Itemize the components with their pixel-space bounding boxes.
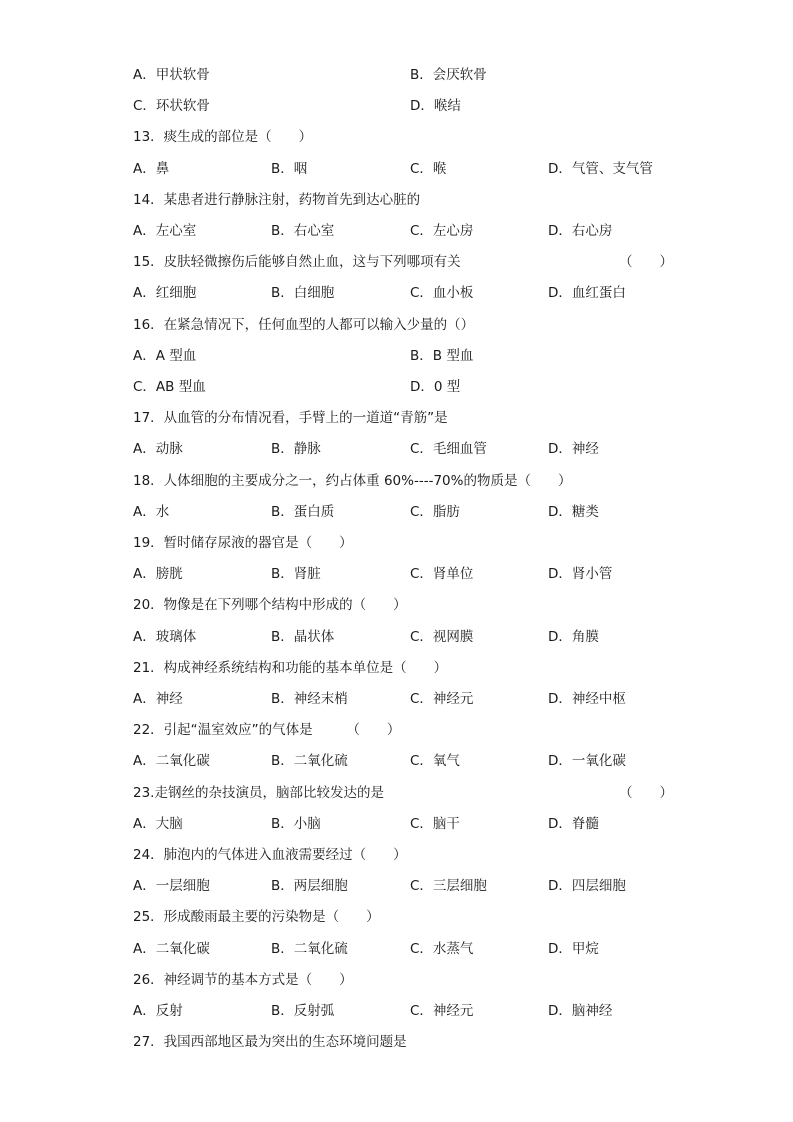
option-item: C．水蒸气 bbox=[410, 940, 474, 957]
option-item: D．甲烷 bbox=[548, 940, 599, 957]
options-row bbox=[0, 938, 793, 960]
question-row bbox=[0, 189, 793, 211]
option-item: D．四层细胞 bbox=[548, 878, 626, 895]
option-item: D．糖类 bbox=[548, 503, 599, 520]
option-item: C．神经元 bbox=[410, 1003, 474, 1019]
option-item: B．神经末梢 bbox=[271, 691, 348, 707]
question-text: 21．构成神经系统结构和功能的基本单位是（ ） bbox=[133, 659, 448, 676]
option-item: B．静脉 bbox=[271, 441, 321, 458]
option-item: D．气管、支气管 bbox=[548, 160, 653, 177]
option-item: C．环状软骨 bbox=[133, 98, 210, 115]
option-item: D．脑神经 bbox=[548, 1003, 613, 1019]
option-item: A．二氧化碳 bbox=[133, 940, 210, 957]
option-item: B．两层细胞 bbox=[271, 878, 348, 895]
options-row bbox=[0, 282, 793, 304]
question-text: 18．人体细胞的主要成分之一，约占体重 60%----70%的物质是（ ） bbox=[133, 472, 572, 489]
question-row bbox=[0, 594, 793, 616]
question-text: 24．肺泡内的气体进入血液需要经过（ ） bbox=[133, 847, 407, 863]
option-item: B．二氧化硫 bbox=[271, 940, 348, 957]
question-row bbox=[0, 126, 793, 148]
option-item: B．B 型血 bbox=[410, 347, 474, 364]
option-item: D．喉结 bbox=[410, 98, 461, 115]
question-text: 23.走钢丝的杂技演员，脑部比较发达的是 bbox=[133, 784, 384, 801]
question-row bbox=[0, 1031, 793, 1053]
options-row bbox=[0, 875, 793, 897]
option-item: A．膀胱 bbox=[133, 566, 183, 583]
option-item: C．脑干 bbox=[410, 815, 460, 832]
option-item: C．血小板 bbox=[410, 285, 474, 302]
question-text: 25．形成酸雨最主要的污染物是（ ） bbox=[133, 909, 380, 926]
option-item: B．二氧化硫 bbox=[271, 753, 348, 770]
options-row bbox=[0, 813, 793, 835]
options-row bbox=[0, 95, 793, 117]
option-item: A．动脉 bbox=[133, 441, 183, 458]
option-item: A．水 bbox=[133, 503, 170, 520]
option-item: A．A 型血 bbox=[133, 347, 197, 364]
question-text: 20．物像是在下列哪个结构中形成的（ ） bbox=[133, 597, 407, 614]
question-text: 22．引起“温室效应”的气体是 （ ） bbox=[133, 722, 401, 739]
question-row bbox=[0, 906, 793, 928]
option-item: A．一层细胞 bbox=[133, 878, 210, 895]
question-text: 19．暂时储存尿液的器官是（ ） bbox=[133, 535, 353, 551]
options-row bbox=[0, 626, 793, 648]
option-item: D．神经中枢 bbox=[548, 691, 626, 707]
option-item: D．血红蛋白 bbox=[548, 285, 626, 302]
answer-blank: （ ） bbox=[619, 254, 673, 271]
option-item: C．肾单位 bbox=[410, 566, 474, 583]
question-row bbox=[0, 314, 793, 336]
option-item: D．神经 bbox=[548, 441, 599, 458]
option-item: D．0 型 bbox=[410, 379, 461, 395]
option-item: D．一氧化碳 bbox=[548, 753, 626, 770]
question-row bbox=[0, 470, 793, 492]
question-row bbox=[0, 969, 793, 991]
option-item: C．三层细胞 bbox=[410, 878, 487, 895]
question-row bbox=[0, 407, 793, 429]
option-item: C．AB 型血 bbox=[133, 379, 206, 395]
question-row bbox=[0, 782, 793, 804]
option-item: A．反射 bbox=[133, 1003, 183, 1019]
option-item: A．鼻 bbox=[133, 160, 170, 177]
question-row bbox=[0, 844, 793, 866]
question-row bbox=[0, 657, 793, 679]
question-text: 17．从血管的分布情况看，手臂上的一道道“青筋”是 bbox=[133, 410, 448, 427]
question-row bbox=[0, 251, 793, 273]
options-row bbox=[0, 1000, 793, 1022]
option-item: D．脊髓 bbox=[548, 815, 599, 832]
option-item: D．右心房 bbox=[548, 223, 613, 239]
question-text: 27．我国西部地区最为突出的生态环境问题是 bbox=[133, 1034, 407, 1051]
option-item: A．玻璃体 bbox=[133, 628, 197, 645]
option-item: A．神经 bbox=[133, 691, 183, 707]
answer-blank: （ ） bbox=[619, 784, 673, 801]
option-item: C．氧气 bbox=[410, 753, 460, 770]
question-text: 14．某患者进行静脉注射，药物首先到达心脏的 bbox=[133, 191, 421, 208]
option-item: A．二氧化碳 bbox=[133, 753, 210, 770]
options-row bbox=[0, 220, 793, 242]
option-item: C．毛细血管 bbox=[410, 441, 487, 458]
option-item: C．视网膜 bbox=[410, 628, 474, 645]
question-text: 15．皮肤轻微擦伤后能够自然止血，这与下列哪项有关 bbox=[133, 254, 461, 271]
option-item: C．喉 bbox=[410, 160, 447, 177]
question-row bbox=[0, 719, 793, 741]
question-text: 26．神经调节的基本方式是（ ） bbox=[133, 971, 353, 988]
option-item: B．白细胞 bbox=[271, 285, 335, 302]
option-item: B．右心室 bbox=[271, 223, 335, 239]
question-text: 13．痰生成的部位是（ ） bbox=[133, 129, 313, 146]
options-row bbox=[0, 688, 793, 710]
option-item: D．肾小管 bbox=[548, 566, 613, 583]
options-row bbox=[0, 345, 793, 367]
options-row bbox=[0, 64, 793, 86]
option-item: B．小脑 bbox=[271, 815, 321, 832]
option-item: B．晶状体 bbox=[271, 628, 335, 645]
option-item: B．反射弧 bbox=[271, 1003, 335, 1019]
option-item: B．咽 bbox=[271, 160, 308, 177]
options-row bbox=[0, 438, 793, 460]
option-item: A．大脑 bbox=[133, 815, 183, 832]
option-item: A．左心室 bbox=[133, 223, 197, 239]
options-row bbox=[0, 376, 793, 398]
options-row bbox=[0, 501, 793, 523]
option-item: A．红细胞 bbox=[133, 285, 197, 302]
option-item: D．角膜 bbox=[548, 628, 599, 645]
option-item: C．脂肪 bbox=[410, 503, 460, 520]
question-text: 16．在紧急情况下，任何血型的人都可以输入少量的（） bbox=[133, 316, 475, 333]
question-row bbox=[0, 532, 793, 554]
option-item: B．会厌软骨 bbox=[410, 67, 487, 83]
options-row bbox=[0, 750, 793, 772]
options-row bbox=[0, 158, 793, 180]
option-item: B．蛋白质 bbox=[271, 503, 335, 520]
option-item: C．神经元 bbox=[410, 691, 474, 707]
option-item: C．左心房 bbox=[410, 223, 474, 239]
option-item: A．甲状软骨 bbox=[133, 67, 210, 83]
options-row bbox=[0, 563, 793, 585]
option-item: B．肾脏 bbox=[271, 566, 321, 583]
